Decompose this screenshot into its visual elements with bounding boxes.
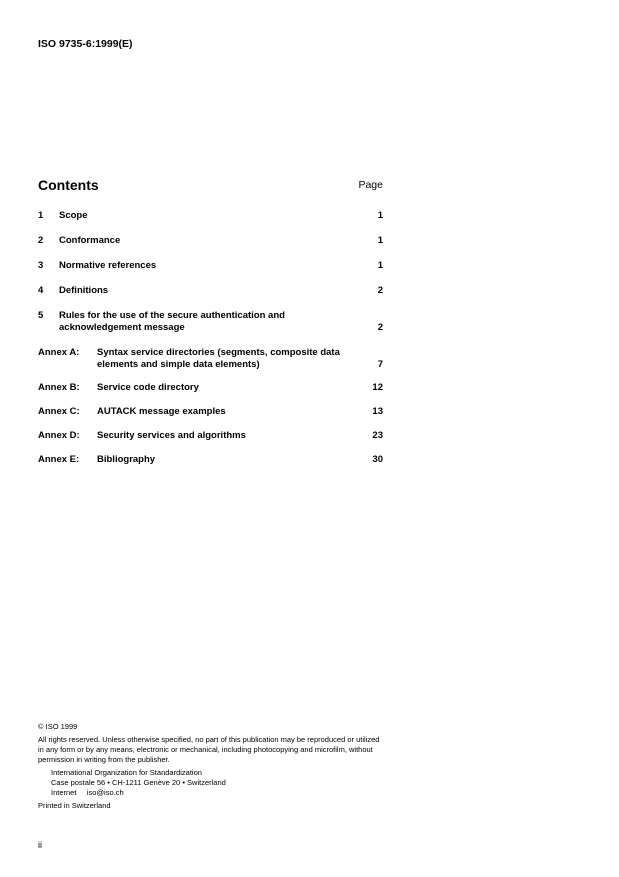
internet-contact: Internet iso@iso.ch (51, 788, 124, 797)
toc-entry-title: Normative references (59, 260, 157, 271)
toc-entry-page: 30 (372, 454, 383, 465)
toc-entry-title: Bibliography (97, 454, 156, 465)
toc-entry-title: Rules for the use of the secure authentication and (59, 310, 285, 321)
rights-statement: All rights reserved. Unless otherwise specified, no part of this publication may be reproduced or utilized in any form or by any means, electronic or mechanical, including photocopying and microfilm, without permission in writing from the publisher. (38, 735, 380, 764)
copyright-notice: © ISO 1999 (38, 722, 78, 731)
toc-entry-title: Syntax service directories (segments, composite data (97, 347, 340, 358)
toc-entry-title-continued: acknowledgement message (59, 322, 185, 333)
postal-address: Case postale 56 • CH-1211 Genève 20 • Switzerland (51, 778, 226, 787)
toc-entry-title: Service code directory (97, 382, 199, 393)
toc-entry-number: Annex D: (38, 430, 80, 441)
toc-entry-title: Definitions (59, 285, 109, 296)
toc-entry-title: Security services and algorithms (97, 430, 246, 441)
toc-entry-number: 5 (38, 310, 44, 321)
toc-entry-number: Annex C: (38, 406, 80, 417)
toc-entry-page: 2 (377, 322, 383, 333)
printed-notice: Printed in Switzerland (38, 801, 111, 810)
toc-entry-page: 13 (372, 406, 383, 417)
toc-entry-page: 23 (372, 430, 383, 441)
toc-entry-title: Scope (59, 210, 88, 221)
toc-entry-page: 12 (372, 382, 383, 393)
toc-entry-page: 1 (377, 210, 383, 221)
toc-entry-page: 1 (377, 235, 383, 246)
toc-entry-title: AUTACK message examples (97, 406, 226, 417)
toc-entry-number: Annex E: (38, 454, 80, 465)
toc-entry-number: 2 (38, 235, 44, 246)
toc-entry-number: 1 (38, 210, 44, 221)
contents-heading: Contents (38, 177, 99, 193)
organization-name: International Organization for Standardization (51, 768, 202, 777)
toc-entry-title-continued: elements and simple data elements) (97, 359, 260, 370)
toc-entry-page: 7 (377, 359, 383, 370)
page-number: ii (38, 840, 42, 850)
toc-entry-number: 3 (38, 260, 44, 271)
page-column-label: Page (358, 179, 383, 191)
toc-entry-page: 1 (377, 260, 383, 271)
toc-entry-number: Annex B: (38, 382, 80, 393)
toc-entry-number: 4 (38, 285, 44, 296)
toc-entry-page: 2 (377, 285, 383, 296)
toc-entry-number: Annex A: (38, 347, 80, 358)
toc-entry-title: Conformance (59, 235, 121, 246)
document-id: ISO 9735-6:1999(E) (38, 38, 133, 50)
